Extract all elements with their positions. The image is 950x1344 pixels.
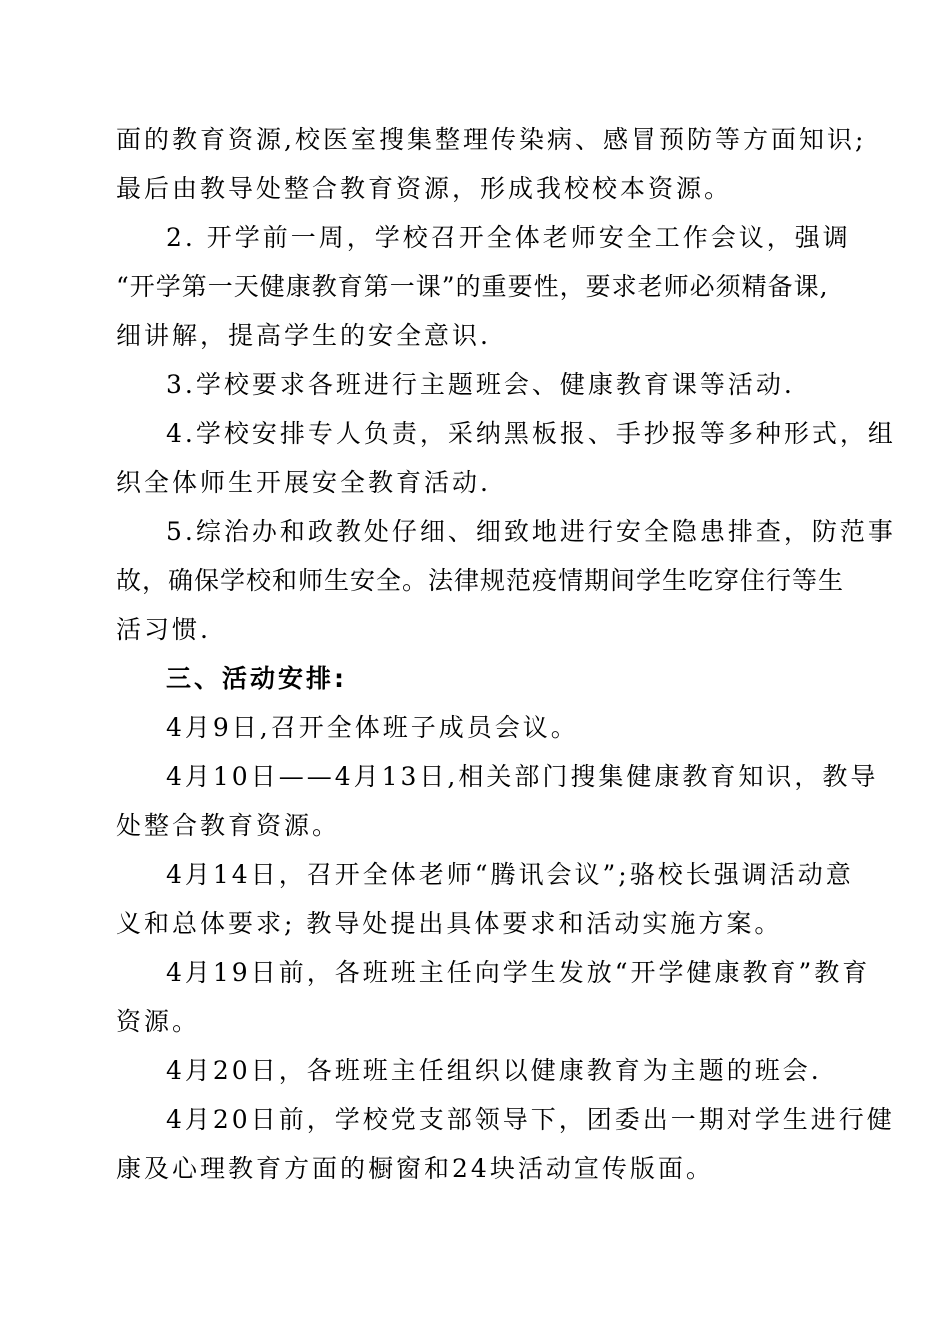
paragraph-line: 4月10日——4月13日,相关部门搜集健康教育知识，教导 bbox=[166, 762, 879, 791]
paragraph-line: 2. 开学前一周，学校召开全体老师安全工作会议，强调 bbox=[166, 223, 851, 252]
paragraph-line: 4月20日前，学校党支部领导下，团委出一期对学生进行健 bbox=[166, 1105, 895, 1134]
paragraph-line: 4.学校安排专人负责，采纳黑板报、手抄报等多种形式，组 bbox=[166, 419, 896, 448]
paragraph-line: 活习惯. bbox=[116, 615, 211, 644]
paragraph-line: 5.综治办和政教处仔细、细致地进行安全隐患排查，防范事 bbox=[166, 517, 896, 546]
paragraph-line: “开学第一天健康教育第一课”的重要性，要求老师必须精备课, bbox=[116, 272, 829, 301]
paragraph-line: 资源。 bbox=[116, 1007, 201, 1036]
paragraph-line: 4月19日前，各班班主任向学生发放“开学健康教育”教育 bbox=[166, 958, 871, 987]
paragraph-line: 面的教育资源,校医室搜集整理传染病、感冒预防等方面知识; bbox=[116, 125, 867, 154]
section-heading: 三、活动安排: bbox=[166, 664, 347, 693]
paragraph-line: 4月20日，各班班主任组织以健康教育为主题的班会. bbox=[166, 1056, 822, 1085]
paragraph-line: 处整合教育资源。 bbox=[116, 811, 341, 840]
paragraph-line: 义和总体要求; 教导处提出具体要求和活动实施方案。 bbox=[116, 909, 783, 938]
paragraph-line: 最后由教导处整合教育资源，形成我校校本资源。 bbox=[116, 174, 733, 203]
paragraph-line: 4月14日，召开全体老师“腾讯会议”;骆校长强调活动意 bbox=[166, 860, 854, 889]
paragraph-line: 细讲解，提高学生的安全意识. bbox=[116, 321, 491, 350]
paragraph-line: 4月9日,召开全体班子成员会议。 bbox=[166, 713, 579, 742]
paragraph-line: 康及心理教育方面的橱窗和24块活动宣传版面。 bbox=[116, 1154, 714, 1183]
paragraph-line: 故，确保学校和师生安全。法律规范疫情期间学生吃穿住行等生 bbox=[116, 566, 845, 595]
paragraph-line: 3.学校要求各班进行主题班会、健康教育课等活动. bbox=[166, 370, 795, 399]
paragraph-line: 织全体师生开展安全教育活动. bbox=[116, 468, 491, 497]
